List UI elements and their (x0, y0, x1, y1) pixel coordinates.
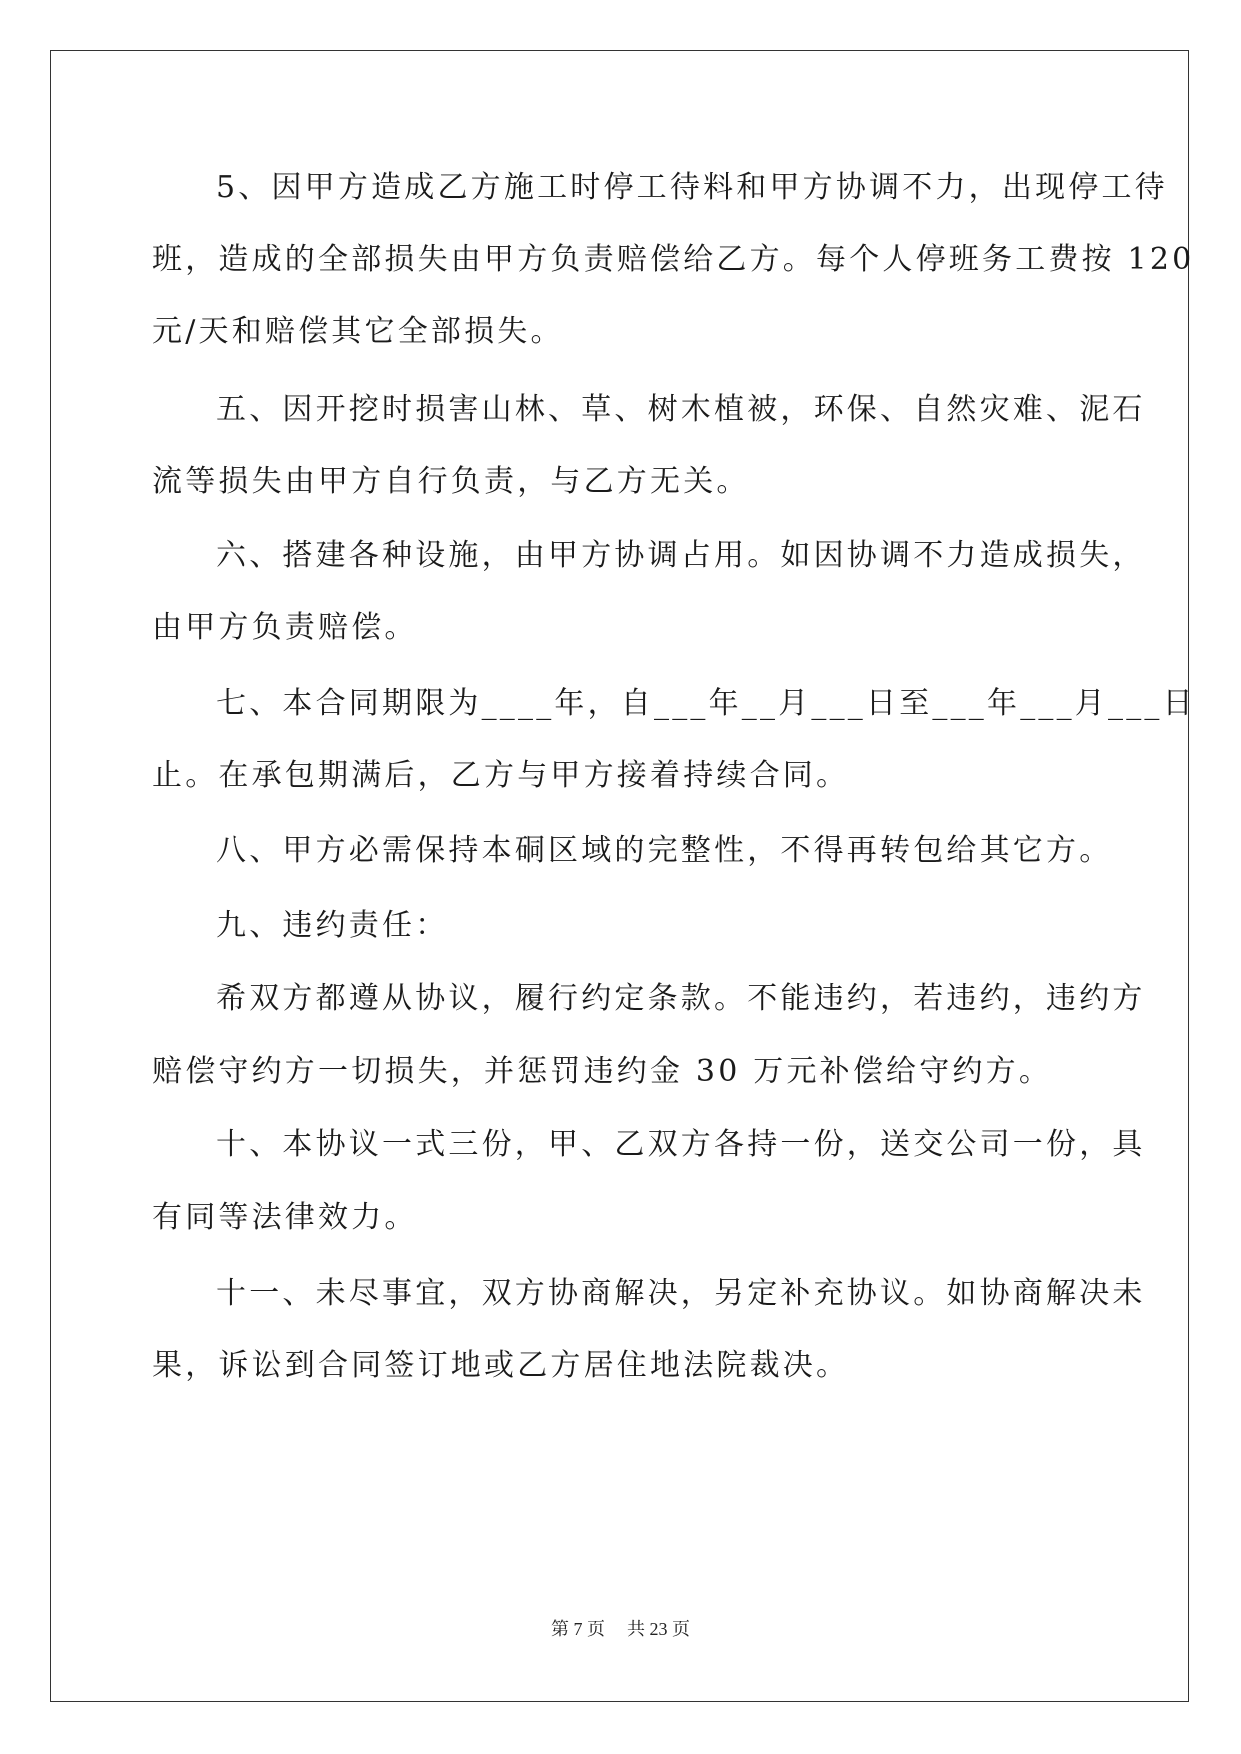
page-border (50, 50, 1189, 1702)
paragraph-line: 十、本协议一式三份，甲、乙双方各持一份，送交公司一份，具 (216, 1127, 1146, 1162)
paragraph-line: 五、因开挖时损害山林、草、树木植被，环保、自然灾难、泥石 (216, 392, 1146, 427)
paragraph-line: 六、搭建各种设施，由甲方协调占用。如因协调不力造成损失， (216, 538, 1146, 573)
paragraph-line: 希双方都遵从协议，履行约定条款。不能违约，若违约，违约方 (216, 981, 1146, 1016)
paragraph-line: 流等损失由甲方自行负责，与乙方无关。 (152, 464, 750, 499)
total-pages-label: 共 23 页 (627, 1619, 690, 1639)
current-page-label: 第 7 页 (551, 1619, 605, 1639)
page-footer (0, 1617, 1241, 1641)
paragraph-line: 八、甲方必需保持本硐区域的完整性，不得再转包给其它方。 (216, 833, 1113, 868)
paragraph-line: 十一、未尽事宜，双方协商解决，另定补充协议。如协商解决未 (216, 1276, 1146, 1311)
paragraph-line: 止。在承包期满后，乙方与甲方接着持续合同。 (152, 758, 850, 793)
paragraph-line: 元/天和赔偿其它全部损失。 (152, 314, 564, 349)
paragraph-line: 赔偿守约方一切损失，并惩罚违约金 30 万元补偿给守约方。 (152, 1054, 1053, 1089)
paragraph-line: 有同等法律效力。 (152, 1200, 418, 1235)
paragraph-line: 九、违约责任： (216, 908, 449, 943)
paragraph-line: 班，造成的全部损失由甲方负责赔偿给乙方。每个人停班务工费按 120 (152, 242, 1195, 277)
paragraph-line: 七、本合同期限为____年，自___年__月___日至___年___月___日 (216, 686, 1196, 721)
paragraph-line: 由甲方负责赔偿。 (152, 610, 418, 645)
paragraph-line: 果，诉讼到合同签订地或乙方居住地法院裁决。 (152, 1348, 850, 1383)
paragraph-line: 5、因甲方造成乙方施工时停工待料和甲方协调不力，出现停工待 (216, 170, 1168, 205)
